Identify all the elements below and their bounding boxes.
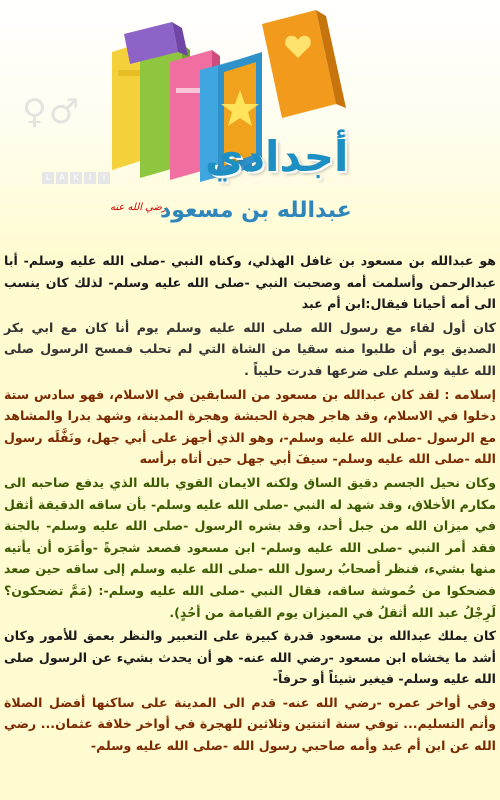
paragraph-character: وكان نحيل الجسم دقيق الساق ولكنه الايمان القوي بالله الذي يدفع صاحبه الى مكارم الأخلاق، وقد شهد له النبي -صلى الله عليه وسلم- بأن ساقه الدقيقة أثقل في ميزان الله من جبل أحد، وقد بشره الرسول -صلى الله عليه وسلم- بالجنة فقد أمر النبي -صلى الله عليه وسلم- ابن مسعود فصعد شجرةً -وأمَرَه أن يأتيه منها بشيء، فنظر أصحابُ رسول الله -صلى الله عليه وسلم إلى ساقه حين صعد فضحكوا من حُموشة ساقه، فقال النبي -صلى الله عليه وسلم-: (مَمَّ تضحكون؟ لَرِجْلُ عبد الله أثقلُ في الميزان يوم القيامة من أحُدٍ). (4, 474, 496, 620)
article-body (0, 232, 500, 759)
paragraph-knowledge: كان يملك عبدالله بن مسعود قدرة كبيرة على التعبير والنظر بعمق للأمور وكان أشد ما يخشاه ابن مسعود -رضي الله عنه- هو أن يحدث بشيء عن الرسول صلى الله عليه وسلم- فيغير شيئاً أو حرفاً- (4, 628, 496, 687)
page-title: عبدالله بن مسعود (160, 198, 352, 223)
header-banner (0, 0, 500, 195)
paragraph-intro: هو عبدالله بن مسعود بن غافل الهذلي، وكناه النبي -صلى الله عليه وسلم- أبا عبدالرحمن وأسلمت أمه وصحبت النبي -صلى الله عليه وسلم- لذلك كان ينسب الى أمه أحيانا فيقال:ابن أم عبد (4, 253, 496, 312)
watermark-text: L A K I I (42, 172, 110, 184)
title-row (0, 198, 500, 228)
paragraph-death: وفي أواخر عمره -رضي الله عنه- قدم الى المدينة على ساكنها أفضل الصلاة وأتم التسليم... توفي سنة اثنتين وثلاثين للهجرة في أواخر خلافة عثمان... رضي الله عن ابن أم عبد وأمه صاحبي رسول الله -صلى الله عليه وسلم- (4, 694, 496, 754)
honorific: رضي الله عنه (110, 202, 167, 213)
book-heart-icon (262, 10, 346, 118)
paragraph-islam: إسلامه : لقد كان عبدالله بن مسعود من السابقين في الاسلام، فهو سادس ستة دخلوا في الاسلام، وقد هاجر هجرة الحبشة وهجرة المدينة، وشهد بدرا والمشاهد مع الرسول -صلى الله عليه وسلم-، وهو الذي أجهز على أبي جهل، ونَفَّلَه رسول الله -صلى الله عليه وسلم- سيفَ أبي جهل حين أتاه برأسه (4, 386, 496, 467)
paragraph-first-meeting: كان أول لقاء مع رسول الله صلى الله عليه وسلم يوم أنا كان مع ابي بكر الصديق يوم أن طلبوا منه سقيا من الشاة التي لم تحلب فمسح الرسول صلى الله علية وسلم على ضرعها فدرت حليباً . (4, 319, 496, 378)
watermark-logo: ♀♂ (22, 92, 82, 132)
site-logo-text: أجدادي (205, 132, 349, 181)
